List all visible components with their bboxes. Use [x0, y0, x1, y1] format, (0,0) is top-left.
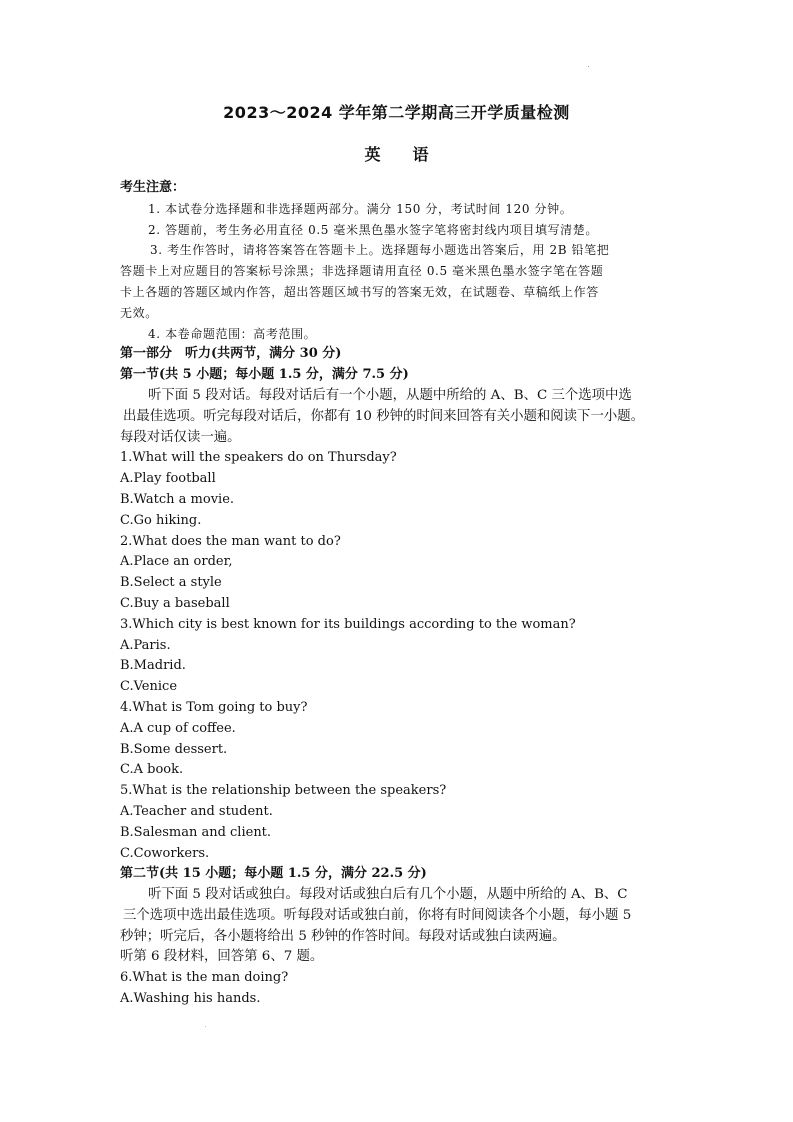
section1-instruction: 每段对话仅读一遍。 — [120, 429, 241, 445]
notice-line: 2. 答题前，考生务必用直径 0.5 毫米黑色墨水签字笔将密封线内项目填写清楚。 — [148, 222, 598, 237]
notice-line: 1. 本试卷分选择题和非选择题两部分。满分 150 分，考试时间 120 分钟。 — [148, 201, 573, 216]
section2-instruction: 三个选项中选出最佳选项。听每段对话或独白前，你将有时间阅读各个小题，每小题 5 — [123, 907, 632, 923]
option-2a: A.Place an order, — [120, 554, 233, 570]
section2-instruction: 听下面 5 段对话或独白。每段对话或独白后有几个小题，从题中所给的 A、B、C — [148, 887, 628, 903]
section2-instruction: 听第 6 段材料，回答第 6、7 题。 — [120, 949, 324, 965]
exam-body — [120, 178, 680, 1010]
section1-instruction: 听下面 5 段对话。每段对话后有一个小题，从题中所给的 A、B、C 三个选项中选 — [148, 387, 632, 403]
subject-char-2: 语 — [412, 145, 429, 164]
option-4b: B.Some dessert. — [120, 741, 228, 757]
option-4c: C.A book. — [120, 762, 184, 778]
section2-heading: 第二节(共 15 小题；每小题 1.5 分，满分 22.5 分) — [120, 866, 427, 882]
option-2b: B.Select a style — [120, 575, 222, 591]
option-1b: B.Watch a movie. — [120, 491, 235, 507]
option-5c: C.Coworkers. — [120, 845, 210, 861]
option-6a: A.Washing his hands. — [120, 991, 261, 1007]
section1-instruction: 出最佳选项。听完每段对话后，你都有 10 秒钟的时间来回答有关小题和阅读下一小题。 — [123, 408, 645, 424]
option-1a: A.Play football — [120, 471, 216, 487]
option-5b: B.Salesman and client. — [120, 824, 272, 840]
notice-line: 无效。 — [120, 305, 158, 320]
question-5: 5.What is the relationship between the speakers? — [120, 783, 447, 799]
option-3b: B.Madrid. — [120, 658, 186, 674]
part1-heading: 第一部分 听力(共两节，满分 30 分) — [120, 346, 342, 362]
option-3a: A.Paris. — [120, 637, 171, 653]
question-2: 2.What does the man want to do? — [120, 533, 341, 549]
notice-line: 答题卡上对应题目的答案标号涂黑；非选择题请用直径 0.5 毫米黑色墨水签字笔在答题 — [120, 264, 604, 279]
option-5a: A.Teacher and student. — [120, 803, 273, 819]
question-1: 1.What will the speakers do on Thursday? — [120, 450, 397, 466]
scan-speck — [588, 66, 589, 67]
subject-title — [0, 142, 793, 165]
option-3c: C.Venice — [120, 679, 178, 695]
notice-line: 3. 考生作答时，请将答案答在答题卡上。选择题每小题选出答案后，用 2B 铅笔把 — [150, 243, 610, 258]
option-4a: A.A cup of coffee. — [120, 720, 236, 736]
question-3: 3.Which city is best known for its buildings according to the woman? — [120, 616, 576, 632]
notice-line: 4. 本卷命题范围：高考范围。 — [148, 326, 317, 341]
scan-speck — [205, 1026, 206, 1027]
exam-title: 2023～2024 学年第二学期高三开学质量检测 — [223, 103, 570, 122]
subject-char-1: 英 — [364, 145, 381, 164]
option-1c: C.Go hiking. — [120, 512, 202, 528]
question-6: 6.What is the man doing? — [120, 970, 289, 986]
notice-heading: 考生注意： — [120, 180, 186, 195]
notice-line: 卡上各题的答题区域内作答，超出答题区域书写的答案无效，在试题卷、草稿纸上作答 — [120, 284, 599, 299]
section1-heading: 第一节(共 5 小题；每小题 1.5 分，满分 7.5 分) — [120, 367, 409, 383]
section2-instruction: 秒钟；听完后，各小题将给出 5 秒钟的作答时间。每段对话或独白读两遍。 — [120, 928, 566, 944]
option-2c: C.Buy a baseball — [120, 595, 230, 611]
question-4: 4.What is Tom going to buy? — [120, 699, 308, 715]
